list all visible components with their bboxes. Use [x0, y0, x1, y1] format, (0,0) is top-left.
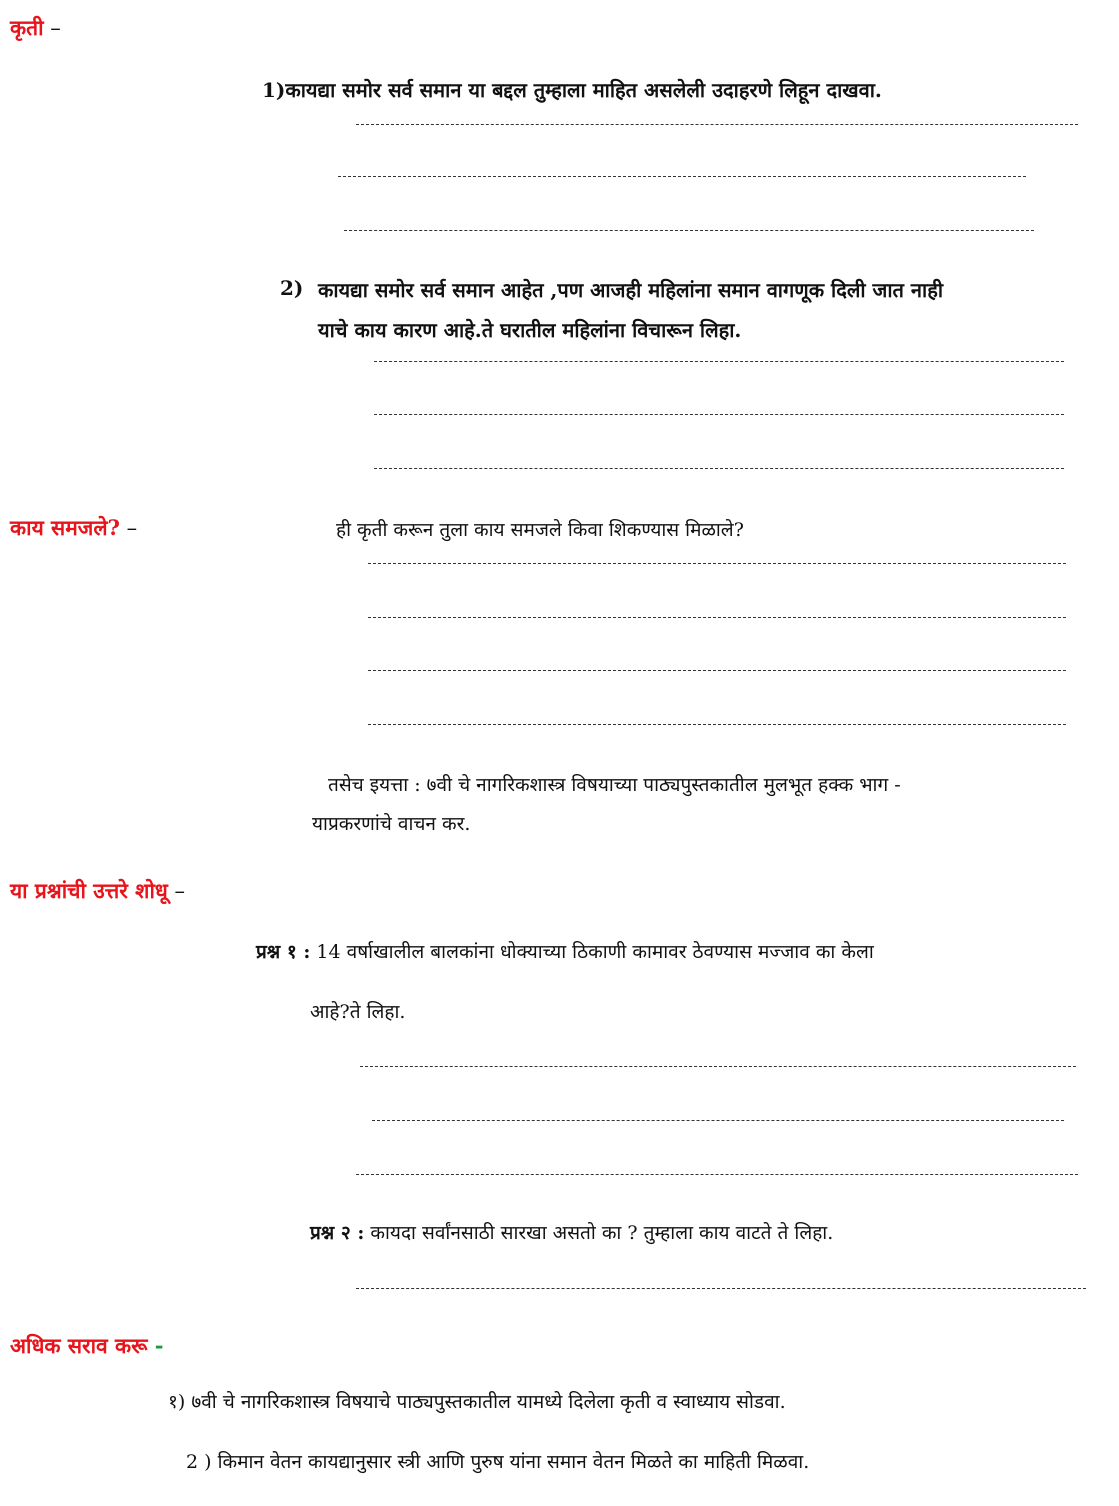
answer-line[interactable]: [372, 1120, 1064, 1121]
answer-line[interactable]: [356, 1288, 1086, 1289]
answer-line[interactable]: [338, 176, 1026, 177]
reading-instruction-line-2: याप्रकरणांचे वाचन कर.: [312, 813, 471, 835]
answer-line[interactable]: [356, 124, 1078, 125]
answer-line[interactable]: [368, 563, 1066, 564]
section-heading-text: अधिक सराव करू: [10, 1333, 148, 1358]
prashna-question-1-line-2: आहे?ते लिहा.: [310, 1001, 406, 1023]
heading-dash: –: [167, 879, 185, 903]
reading-instruction-line-1: तसेच इयत्ता : ७वी चे नागरिकशास्त्र विषयाच्या पाठ्यपुस्तकातील मुलभूत हक्क भाग -: [328, 774, 901, 796]
question-text: 14 वर्षाखालील बालकांना धोक्याच्या ठिकाणी कामावर ठेवण्यास मज्जाव का केला: [316, 941, 874, 963]
answer-line[interactable]: [374, 468, 1064, 469]
answer-line[interactable]: [368, 617, 1066, 618]
section-heading-text: काय समजले?: [10, 515, 120, 540]
adhik-item-2: 2 ) किमान वेतन कायद्यानुसार स्त्री आणि पुरुष यांना समान वेतन मिळते का माहिती मिळवा.: [186, 1451, 810, 1473]
kay-samajle-prompt: ही कृती करून तुला काय समजले किवा शिकण्यास मिळाले?: [336, 519, 744, 541]
question-label: प्रश्न १ :: [256, 941, 311, 963]
answer-line[interactable]: [360, 1066, 1076, 1067]
section-heading-kay-samajle: [10, 514, 137, 542]
kruti-question-2-number: 2): [280, 276, 304, 300]
kruti-question-1: 1)कायद्या समोर सर्व समान या बद्दल तुम्हाला माहित असलेली उदाहरणे लिहून दाखवा.: [262, 78, 882, 102]
answer-line[interactable]: [374, 361, 1064, 362]
section-heading-adhik: [10, 1332, 164, 1360]
prashna-question-1-line-1: [256, 938, 874, 964]
section-heading-text: या प्रश्नांची उत्तरे शोधू: [10, 878, 168, 903]
kruti-question-2-line-2: याचे काय कारण आहे.ते घरातील महिलांना विचारून लिहा.: [318, 318, 742, 342]
heading-dash: -: [147, 1333, 164, 1358]
adhik-item-1: १) ७वी चे नागरिकशास्त्र विषयाचे पाठ्यपुस्तकातील यामध्ये दिलेला कृती व स्वाध्याय सोडवा.: [168, 1391, 786, 1413]
prashna-question-2: [310, 1219, 833, 1245]
answer-line[interactable]: [344, 230, 1034, 231]
section-heading-kruti: [10, 14, 61, 42]
answer-line[interactable]: [374, 414, 1064, 415]
heading-dash: –: [43, 16, 61, 40]
heading-dash: –: [119, 516, 138, 540]
answer-line[interactable]: [368, 724, 1066, 725]
answer-line[interactable]: [368, 670, 1066, 671]
question-label: प्रश्न २ :: [310, 1222, 365, 1244]
answer-line[interactable]: [356, 1174, 1078, 1175]
section-heading-prashna: [10, 877, 185, 905]
question-text: कायदा सर्वांनसाठी सारखा असतो का ? तुम्हाला काय वाटते ते लिहा.: [370, 1222, 834, 1244]
section-heading-text: कृती: [10, 15, 44, 40]
kruti-question-2-line-1: कायद्या समोर सर्व समान आहेत ,पण आजही महिलांना समान वागणूक दिली जात नाही: [318, 278, 943, 302]
